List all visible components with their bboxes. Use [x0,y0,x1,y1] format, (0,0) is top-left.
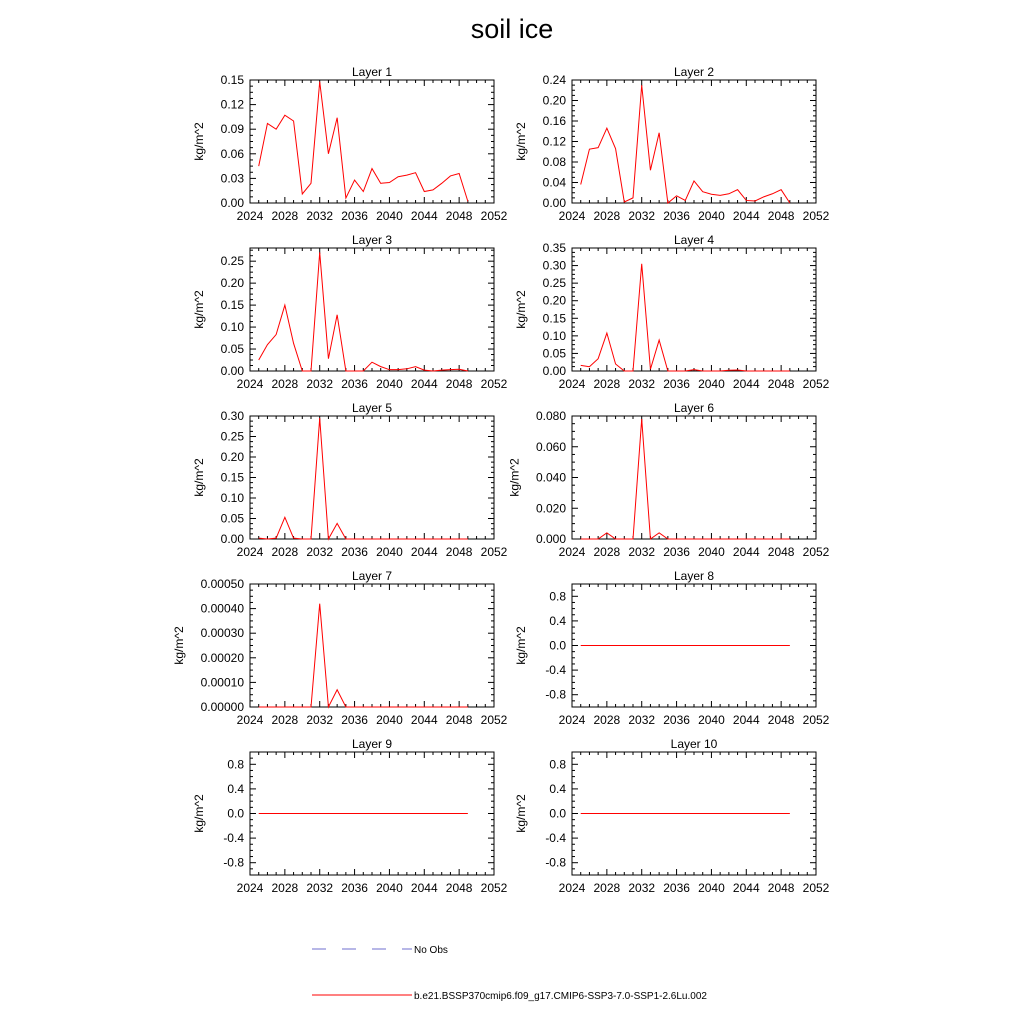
panel-title: Layer 5 [351,401,393,415]
x-tick-label: 2036 [341,545,368,559]
x-tick-label: 2036 [663,209,690,223]
y-tick-label: 0.4 [549,781,566,796]
panel-layer-3 [192,233,507,391]
y-tick-label: 0.20 [220,450,244,464]
x-tick-label: 2048 [767,209,795,223]
x-tick-label: 2028 [593,713,621,727]
y-tick-label: 0.10 [220,320,244,335]
y-axis-label: kg/m^2 [514,626,529,665]
x-tick-label: 2032 [628,545,656,559]
series-line [581,419,790,539]
y-axis-label: kg/m^2 [192,458,207,497]
legend [312,945,707,1002]
y-tick-label: 0.00030 [200,626,244,641]
y-tick-label: 0.00 [220,532,244,546]
y-axis-label: kg/m^2 [192,794,207,833]
x-tick-label: 2052 [480,881,508,895]
y-tick-label: 0.06 [220,146,244,161]
x-tick-label: 2040 [698,377,725,391]
x-tick-label: 2028 [593,377,621,391]
x-tick-label: 2048 [767,881,795,895]
x-tick-label: 2044 [732,545,760,559]
y-axis-label: kg/m^2 [192,122,207,161]
x-tick-label: 2040 [698,545,725,559]
y-tick-label: 0.0 [549,638,566,653]
x-tick-label: 2036 [341,713,368,727]
y-tick-label: 0.15 [220,73,244,87]
y-tick-label: 0.09 [220,122,244,137]
x-tick-label: 2028 [271,545,299,559]
panel-title: Layer 2 [673,65,715,79]
plot-frame [572,80,816,203]
panel-title: Layer 8 [673,569,715,583]
x-tick-label: 2048 [445,377,473,391]
x-tick-label: 2044 [410,545,438,559]
x-tick-label: 2028 [593,881,621,895]
panel-title: Layer 6 [673,401,715,415]
x-tick-label: 2036 [341,881,368,895]
y-tick-label: 0.080 [535,409,566,423]
legend-model-label: b.e21.BSSP370cmip6.f09_g17.CMIP6-SSP3-7.0-SSP1-2.6Lu.002 [414,991,707,1002]
x-tick-label: 2052 [480,713,508,727]
panel-layer-10 [514,737,829,895]
x-tick-label: 2028 [593,209,621,223]
x-tick-label: 2032 [628,881,656,895]
y-tick-label: 0.0 [549,806,566,821]
y-tick-label: 0.05 [220,511,244,526]
panel-layer-8 [514,569,829,727]
panel-layer-2 [514,65,829,223]
x-tick-label: 2040 [376,377,403,391]
y-tick-label: 0.25 [220,429,244,444]
x-tick-label: 2024 [236,545,264,559]
y-tick-label: 0.020 [535,501,566,516]
panel-title: Layer 3 [351,233,393,247]
x-tick-label: 2036 [663,881,690,895]
x-tick-label: 2032 [628,377,656,391]
y-tick-label: -0.8 [545,687,566,702]
y-tick-label: 0.00040 [200,601,244,616]
plot-frame [572,248,816,371]
y-tick-label: 0.00 [220,364,244,378]
y-tick-label: 0.12 [220,97,244,112]
y-tick-label: 0.4 [227,781,244,796]
panel-layer-7 [172,569,508,727]
x-tick-label: 2044 [410,377,438,391]
x-tick-label: 2052 [802,713,830,727]
y-tick-label: 0.00 [220,196,244,210]
x-tick-label: 2032 [306,881,334,895]
y-tick-label: 0.30 [542,258,566,273]
y-tick-label: 0.24 [542,73,566,87]
y-tick-label: 0.8 [227,757,244,772]
y-tick-label: 0.30 [220,409,244,423]
series-line [259,418,468,539]
x-tick-label: 2028 [271,209,299,223]
legend-obs-label: No Obs [414,945,448,956]
x-tick-label: 2040 [698,713,725,727]
series-line [581,85,790,203]
x-tick-label: 2024 [558,713,586,727]
y-axis-label: kg/m^2 [507,458,522,497]
y-tick-label: 0.20 [542,93,566,108]
x-tick-label: 2036 [341,377,368,391]
x-tick-label: 2024 [558,881,586,895]
y-tick-label: -0.8 [223,855,244,870]
y-tick-label: -0.8 [545,855,566,870]
plot-frame [572,416,816,539]
x-tick-label: 2032 [306,545,334,559]
y-tick-label: 0.4 [549,613,566,628]
y-tick-label: 0.10 [220,491,244,505]
y-axis-label: kg/m^2 [514,290,529,329]
y-tick-label: 0.00000 [200,700,244,714]
y-tick-label: 0.16 [542,114,566,128]
y-tick-label: 0.00 [542,196,566,210]
y-tick-label: -0.4 [545,663,566,678]
x-tick-label: 2040 [698,881,725,895]
panel-layer-9 [192,737,507,895]
panel-layer-6 [508,401,830,559]
y-tick-label: 0.0 [227,806,244,821]
x-tick-label: 2024 [236,377,264,391]
x-tick-label: 2036 [341,209,368,223]
y-tick-label: 0.00010 [200,675,244,690]
y-tick-label: 0.00020 [200,650,244,665]
x-tick-label: 2036 [663,545,690,559]
y-tick-label: 0.15 [220,298,244,313]
y-tick-label: 0.20 [220,276,244,291]
series-line [259,82,468,202]
x-tick-label: 2048 [767,713,795,727]
y-tick-label: 0.20 [542,293,566,308]
x-tick-label: 2036 [663,377,690,391]
x-tick-label: 2052 [480,209,508,223]
y-tick-label: 0.03 [220,171,244,186]
x-tick-label: 2044 [732,209,760,223]
x-tick-label: 2048 [445,881,473,895]
x-tick-label: 2052 [802,881,830,895]
y-tick-label: 0.8 [549,589,566,604]
x-tick-label: 2052 [480,545,508,559]
x-tick-label: 2048 [445,713,473,727]
plot-frame [250,80,494,203]
y-tick-label: 0.05 [542,346,566,361]
plot-frame [250,584,494,707]
x-tick-label: 2028 [271,881,299,895]
x-tick-label: 2052 [802,209,830,223]
x-tick-label: 2032 [306,713,334,727]
x-tick-label: 2024 [558,377,586,391]
x-tick-label: 2024 [236,881,264,895]
x-tick-label: 2040 [376,713,403,727]
x-tick-label: 2044 [410,713,438,727]
x-tick-label: 2044 [732,377,760,391]
y-axis-label: kg/m^2 [192,290,207,329]
y-tick-label: 0.08 [542,155,566,169]
series-line [581,264,790,371]
x-tick-label: 2032 [628,713,656,727]
x-tick-label: 2024 [558,209,586,223]
x-tick-label: 2040 [698,209,725,223]
y-tick-label: 0.12 [542,134,566,149]
y-axis-label: kg/m^2 [514,122,529,161]
panel-title: Layer 7 [351,569,393,583]
panel-layer-1 [192,65,507,223]
series-line [259,604,468,707]
x-tick-label: 2044 [732,713,760,727]
x-tick-label: 2052 [802,377,830,391]
x-tick-label: 2032 [306,377,334,391]
panel-title: Layer 10 [670,737,718,751]
chart-title: soil ice [470,14,554,44]
x-tick-label: 2040 [376,209,403,223]
series-line [259,252,468,371]
x-tick-label: 2028 [271,713,299,727]
x-tick-label: 2052 [480,377,508,391]
y-tick-label: 0.8 [549,757,566,772]
panel-layer-4 [514,233,829,391]
x-tick-label: 2032 [306,209,334,223]
y-tick-label: 0.040 [535,470,566,485]
y-tick-label: 0.05 [220,342,244,357]
y-tick-label: 0.00 [542,364,566,378]
plot-frame [250,248,494,371]
panel-layer-5 [192,401,507,559]
x-tick-label: 2028 [271,377,299,391]
y-tick-label: 0.060 [535,439,566,454]
y-tick-label: 0.04 [542,175,566,190]
x-tick-label: 2048 [767,377,795,391]
x-tick-label: 2024 [558,545,586,559]
y-tick-label: -0.4 [223,831,244,846]
x-tick-label: 2044 [732,881,760,895]
panel-title: Layer 9 [351,737,393,751]
y-tick-label: 0.15 [542,311,566,326]
x-tick-label: 2048 [767,545,795,559]
y-tick-label: 0.15 [220,470,244,485]
panel-title: Layer 4 [673,233,715,247]
x-tick-label: 2048 [445,545,473,559]
x-tick-label: 2044 [410,881,438,895]
y-tick-label: 0.00050 [200,577,244,591]
x-tick-label: 2028 [593,545,621,559]
x-tick-label: 2024 [236,713,264,727]
y-tick-label: 0.10 [542,328,566,343]
x-tick-label: 2040 [376,545,403,559]
x-tick-label: 2036 [663,713,690,727]
x-tick-label: 2032 [628,209,656,223]
x-tick-label: 2040 [376,881,403,895]
y-tick-label: 0.25 [542,276,566,291]
y-tick-label: -0.4 [545,831,566,846]
x-tick-label: 2048 [445,209,473,223]
x-tick-label: 2044 [410,209,438,223]
x-tick-label: 2024 [236,209,264,223]
panel-title: Layer 1 [351,65,393,79]
x-tick-label: 2052 [802,545,830,559]
y-tick-label: 0.35 [542,241,566,255]
y-tick-label: 0.000 [535,532,566,546]
y-axis-label: kg/m^2 [514,794,529,833]
y-tick-label: 0.25 [220,254,244,269]
y-axis-label: kg/m^2 [172,626,187,665]
